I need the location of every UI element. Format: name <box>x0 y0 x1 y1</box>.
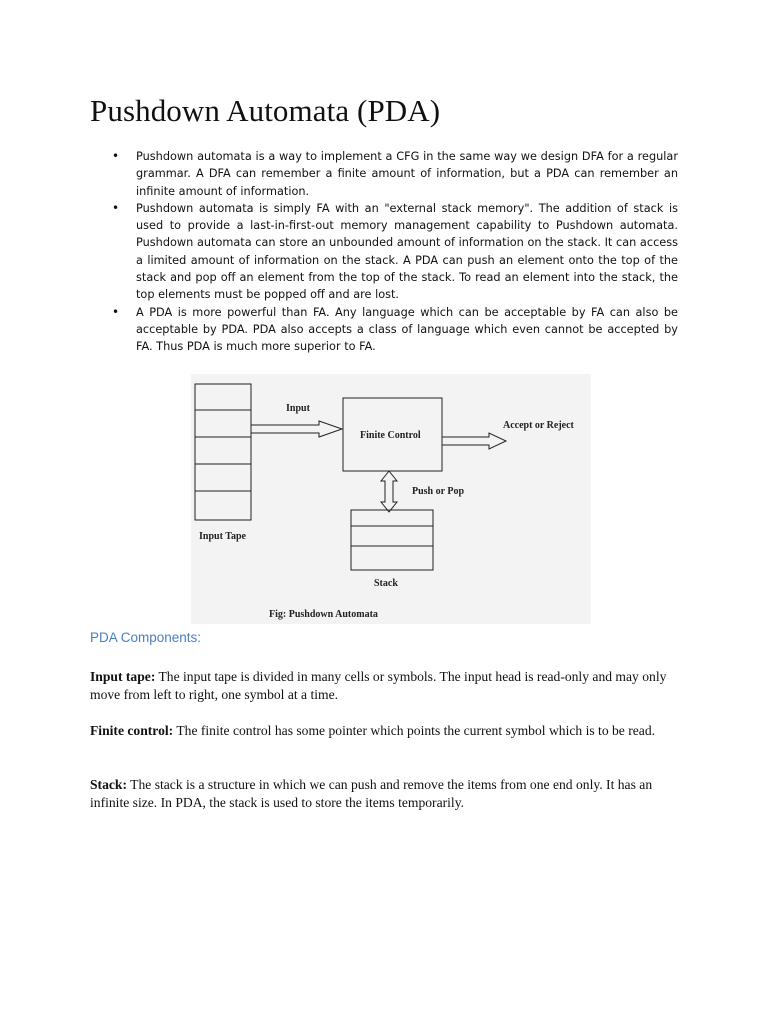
bullet-text: A PDA is more powerful than FA. Any language which can be acceptable by FA can also be acceptable by PDA. PDA also accepts a class of language which even cannot be accepted by FA. Thus PDA is much more superior to FA. <box>136 305 678 354</box>
page-title: Pushdown Automata (PDA) <box>90 93 441 128</box>
list-item <box>112 200 678 304</box>
stack-box <box>351 510 433 570</box>
output-arrow <box>442 433 506 449</box>
input-label: Input <box>286 403 310 414</box>
bullet-icon: • <box>112 304 120 319</box>
bullet-text: Pushdown automata is simply FA with an "external stack memory". The addition of stack is used to provide a last-in-first-out memory management capability to Pushdown automata. Pushdown automata can store an unbounded amount of information on the stack. It can access a limited amount of information on the stack. A PDA can push an element onto the top of the stack and pop off an element from the top of the stack. To read an element into the stack, the top elements must be popped off and are lost. <box>136 201 678 302</box>
term-description: The stack is a structure in which we can push and remove the items from one end only. It has an infinite size. In PDA, the stack is used to store the items temporarily. <box>90 777 653 810</box>
stack-label: Stack <box>374 578 398 589</box>
component-finite-control <box>90 722 672 740</box>
input-arrow <box>251 421 342 437</box>
finite-control-label: Finite Control <box>360 430 421 441</box>
accept-reject-label: Accept or Reject <box>503 420 574 431</box>
term-label: Input tape: <box>90 669 156 684</box>
term-label: Stack: <box>90 777 128 792</box>
figure-caption: Fig: Pushdown Automata <box>269 609 378 620</box>
bullet-text: Pushdown automata is a way to implement a CFG in the same way we design DFA for a regular grammar. A DFA can remember a finite amount of information, but a PDA can remember an infinite amount of information. <box>136 150 678 198</box>
input-tape-label: Input Tape <box>199 531 246 542</box>
component-stack <box>90 776 672 812</box>
bullet-icon: • <box>112 200 120 215</box>
push-pop-label: Push or Pop <box>412 486 465 497</box>
list-item <box>112 148 678 200</box>
term-description: The finite control has some pointer which points the current symbol which is to be read. <box>173 723 656 738</box>
pda-diagram <box>191 374 591 624</box>
bullet-list <box>112 148 678 356</box>
push-pop-arrow <box>381 471 397 512</box>
section-heading: PDA Components: <box>90 630 202 645</box>
component-input-tape <box>90 668 672 704</box>
bullet-icon: • <box>112 149 120 163</box>
input-tape <box>195 384 251 520</box>
term-description: The input tape is divided in many cells or symbols. The input head is read-only and may only move from left to right, one symbol at a time. <box>90 669 667 702</box>
term-label: Finite control: <box>90 723 174 738</box>
list-item <box>112 304 678 356</box>
